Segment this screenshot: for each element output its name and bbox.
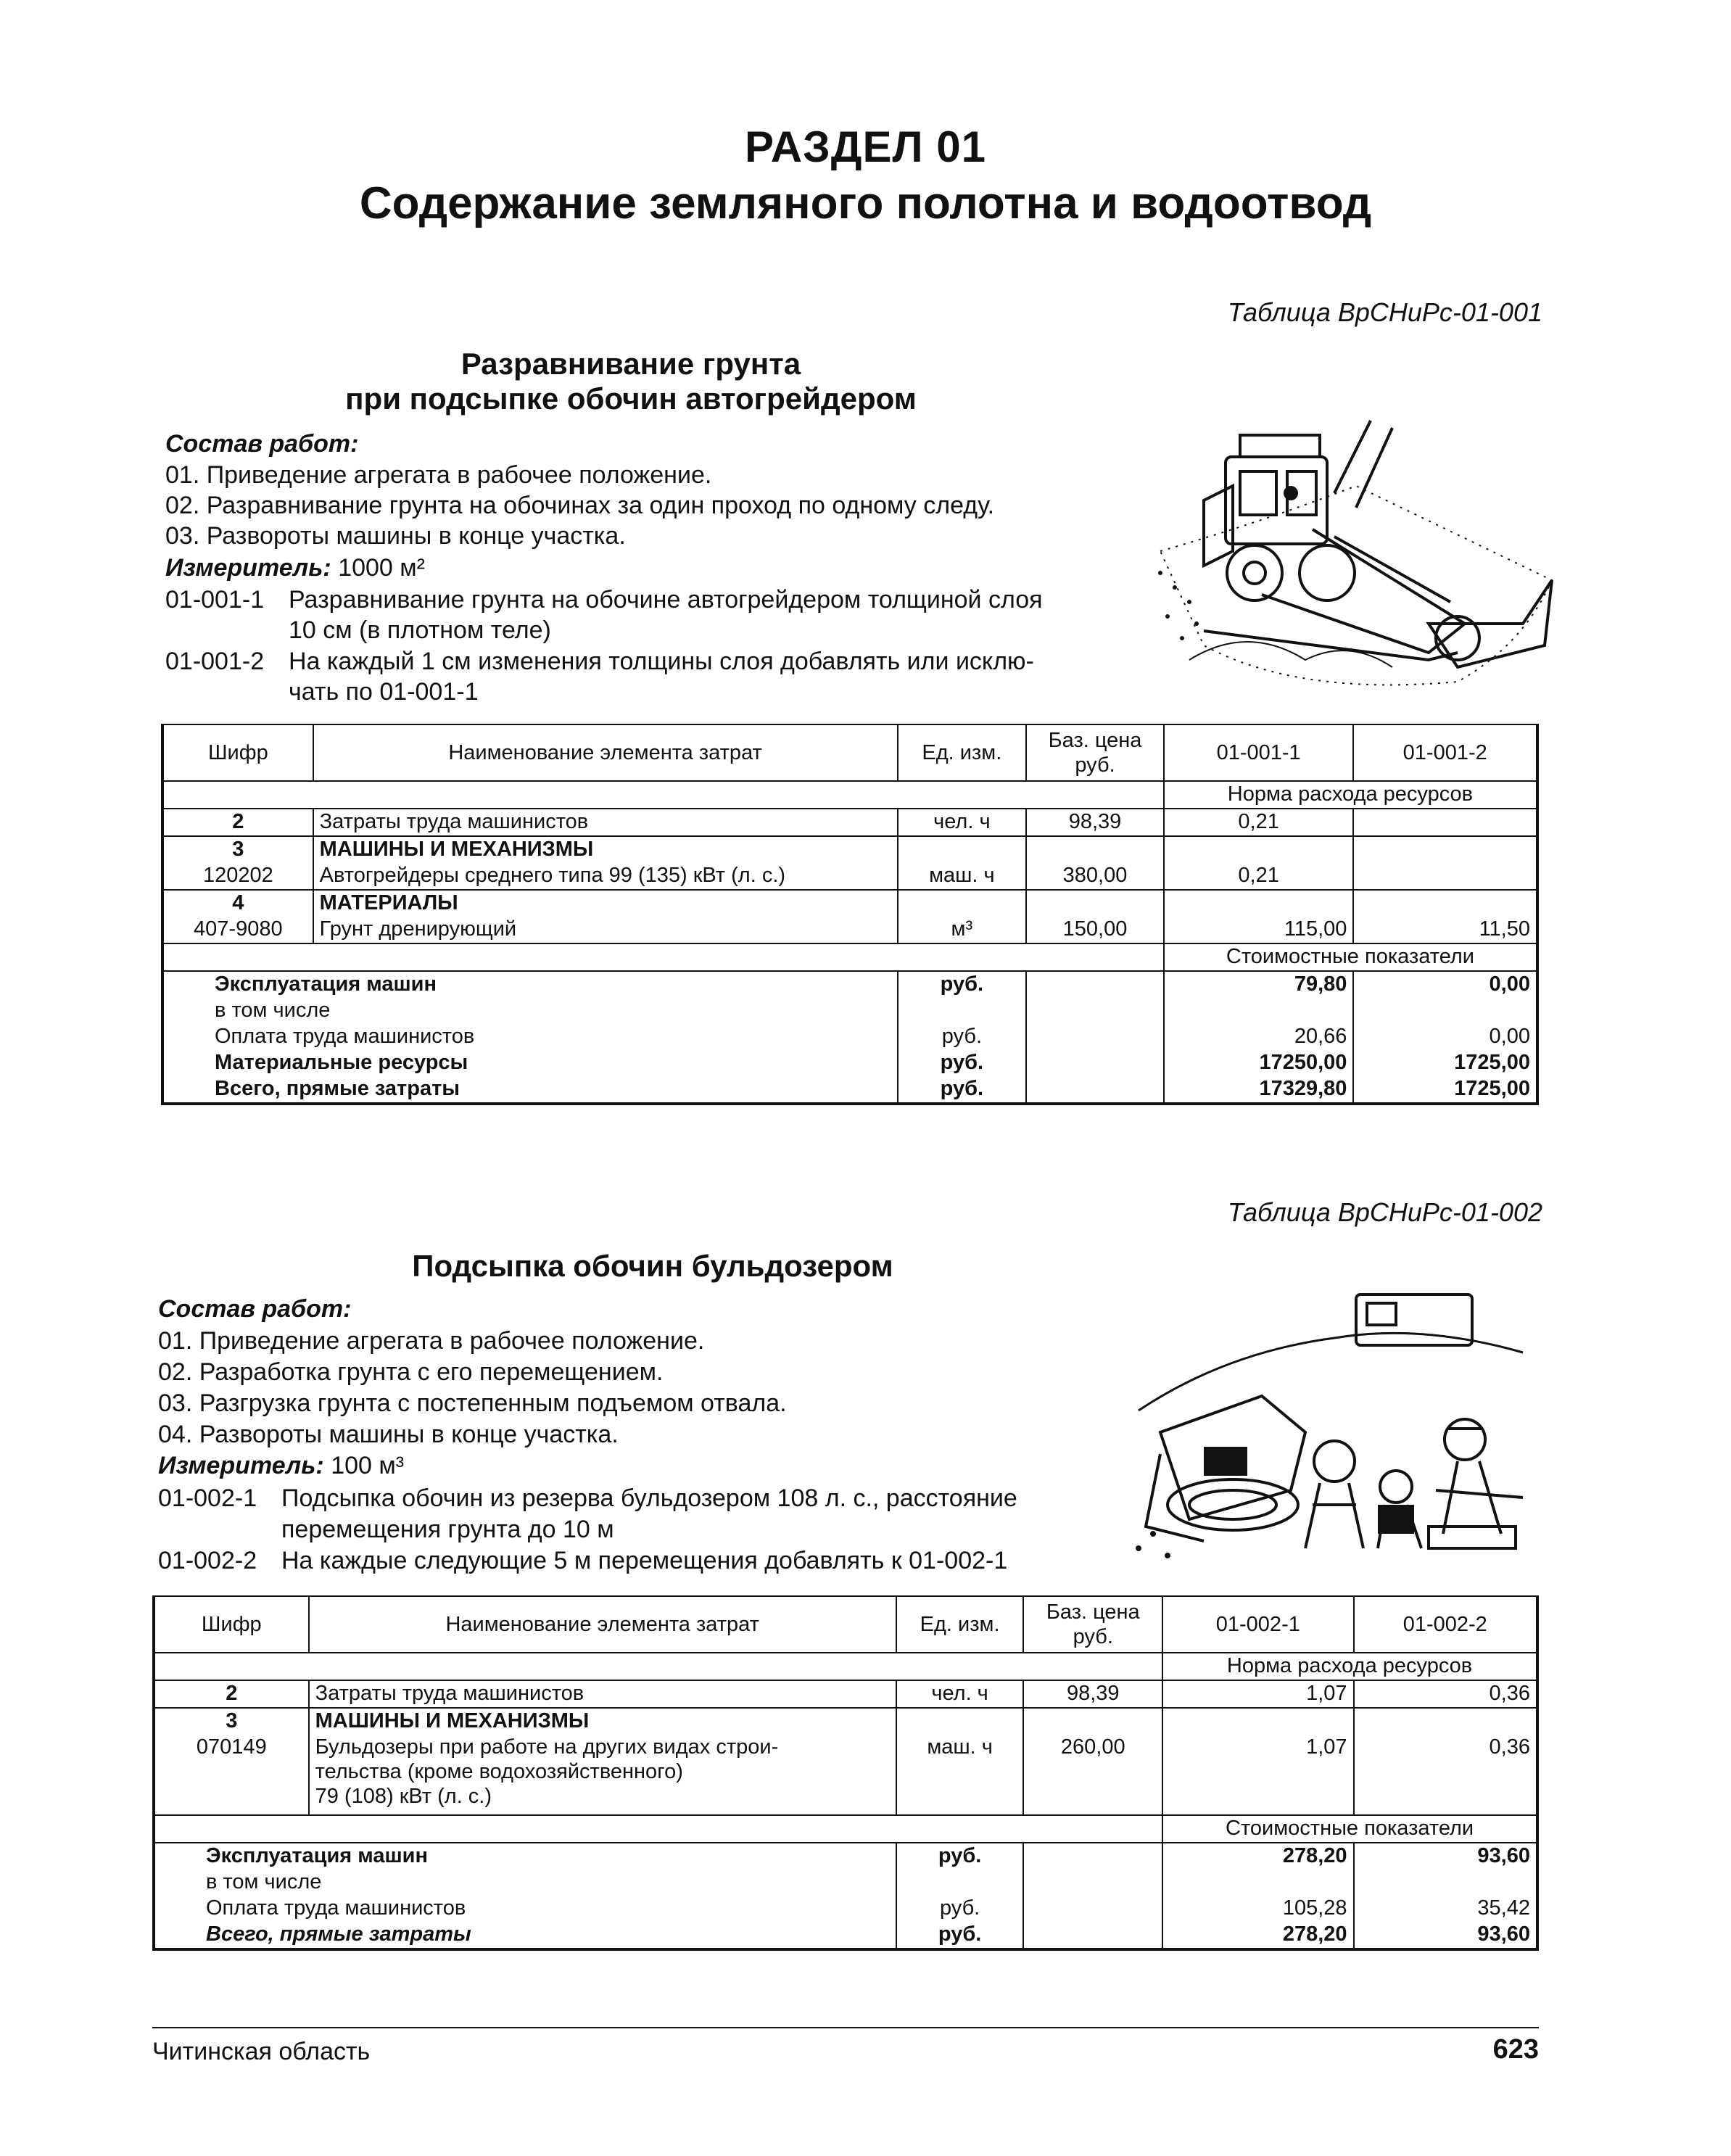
work-title-2: Подсыпка обочин бульдозером: [412, 1249, 893, 1283]
cost-value: 35,42: [1354, 1896, 1537, 1922]
section-title: Содержание земляного полотна и водоотвод: [359, 178, 1372, 228]
cost-row: [162, 971, 1537, 998]
work-title-1-line1: Разравнивание грунта: [460, 347, 801, 381]
table-row: [162, 836, 1537, 863]
cost-name: Оплата труда машинистов: [162, 1024, 898, 1050]
cost-unit: руб.: [896, 1922, 1024, 1949]
col-header: Баз. цена руб.: [1026, 724, 1164, 781]
step-2-4: 04. Развороты машины в конце участка.: [158, 1421, 619, 1448]
cost-label: Стоимостные показатели: [1164, 943, 1537, 971]
cell-name: МАТЕРИАЛЫ: [313, 890, 898, 917]
cost-value: 105,28: [1162, 1896, 1353, 1922]
item-1-2-cont: чать по 01-001-1: [289, 678, 479, 706]
col-header: Наименование элемента затрат: [309, 1596, 896, 1653]
item-text: На каждые следующие 5 м перемещения добавлять к 01-002-1: [281, 1547, 1008, 1574]
table-row: [162, 809, 1537, 836]
cell-value: 1,07: [1162, 1680, 1353, 1708]
cell-price: 260,00: [1023, 1735, 1162, 1815]
cost-row: [154, 1922, 1537, 1949]
cell-unit: маш. ч: [898, 863, 1027, 890]
cost-name: Оплата труда машинистов: [154, 1896, 896, 1922]
meter-2: [158, 1452, 404, 1480]
work-title-1: [261, 347, 1001, 416]
cell-name: МАШИНЫ И МЕХАНИЗМЫ: [313, 836, 898, 863]
resource-table-1: [161, 724, 1539, 1105]
meter-value-1: 1000 м²: [338, 554, 425, 582]
cell-name: Грунт дренирующий: [313, 917, 898, 943]
cell-code: 4: [162, 890, 313, 917]
step-2-3: 03. Разгрузка грунта с постепенным подъемом отвала.: [158, 1389, 787, 1417]
step-2-1: 01. Приведение агрегата в рабочее положение.: [158, 1327, 705, 1355]
cell-price: 98,39: [1026, 809, 1164, 836]
cell-code: 070149: [154, 1735, 309, 1815]
step-2-2: 02. Разработка грунта с его перемещением.: [158, 1358, 664, 1386]
meter-value-2: 100 м³: [331, 1452, 405, 1479]
grader-illustration: [1117, 406, 1581, 711]
meter-1: [165, 554, 425, 582]
cost-unit: руб.: [898, 1024, 1027, 1050]
item-1-2: [165, 648, 1034, 676]
cell-price: 380,00: [1026, 863, 1164, 890]
cell-code: 2: [154, 1680, 309, 1708]
table-row: [162, 917, 1537, 943]
page-number: 623: [1492, 2034, 1539, 2065]
norm-label: Норма расхода ресурсов: [1164, 781, 1537, 809]
cell-name: Затраты труда машинистов: [313, 809, 898, 836]
cell-name: [309, 1735, 896, 1815]
cell-value: 0,36: [1354, 1680, 1537, 1708]
cell-value: 1,07: [1162, 1735, 1353, 1815]
cell-unit: чел. ч: [898, 809, 1027, 836]
meter-label-1: Измеритель:: [165, 554, 331, 582]
step-1-3: 03. Развороты машины в конце участка.: [165, 522, 626, 550]
meter-label-2: Измеритель:: [158, 1452, 324, 1479]
cell-code: 3: [154, 1708, 309, 1735]
cost-value: 278,20: [1162, 1843, 1353, 1870]
cost-unit: руб.: [898, 971, 1027, 998]
item-text: Подсыпка обочин из резерва бульдозером 108 л. с., расстояние: [281, 1484, 1017, 1512]
footer-rule: [152, 2027, 1539, 2028]
cell-value: 0,21: [1164, 863, 1354, 890]
cell-value: 11,50: [1353, 917, 1537, 943]
cost-label: Стоимостные показатели: [1162, 1815, 1537, 1843]
table-row: [154, 1735, 1537, 1815]
norm-label: Норма расхода ресурсов: [1162, 1653, 1537, 1680]
cost-value: 93,60: [1354, 1922, 1537, 1949]
cost-value: 1725,00: [1353, 1076, 1537, 1104]
col-header: 01-001-2: [1353, 724, 1537, 781]
item-2-1-cont: перемещения грунта до 10 м: [281, 1516, 614, 1543]
item-text: Разравнивание грунта на обочине автогрейдером толщиной слоя: [289, 586, 1043, 614]
item-text: На каждый 1 см изменения толщины слоя добавлять или исклю-: [289, 648, 1034, 675]
col-header: Ед. изм.: [896, 1596, 1024, 1653]
cost-name: в том числе: [162, 998, 898, 1024]
cost-row: [162, 998, 1537, 1024]
cost-row: [154, 1870, 1537, 1896]
cell-name-line: 79 (108) кВт (л. с.): [315, 1785, 492, 1808]
cost-row: [154, 1896, 1537, 1922]
table-row: [154, 1708, 1537, 1735]
cost-name: Эксплуатация машин: [162, 971, 898, 998]
item-2-2: [158, 1547, 1007, 1575]
cell-value: 0,36: [1354, 1735, 1537, 1815]
cost-value: 1725,00: [1353, 1050, 1537, 1076]
table-row: [154, 1680, 1537, 1708]
cost-name: в том числе: [154, 1870, 896, 1896]
cell-name-line: Бульдозеры при работе на других видах строи-: [315, 1735, 779, 1759]
cost-row: [162, 1024, 1537, 1050]
bulldozer-illustration: [1117, 1287, 1552, 1570]
cell-value: [1353, 809, 1537, 836]
cost-value: 93,60: [1354, 1843, 1537, 1870]
composition-label-2: Состав работ:: [158, 1295, 352, 1323]
cell-name-line: тельства (кроме водохозяйственного): [315, 1760, 683, 1783]
table-row: [162, 890, 1537, 917]
cell-code: 120202: [162, 863, 313, 890]
col-header: 01-002-1: [1162, 1596, 1353, 1653]
col-header: Наименование элемента затрат: [313, 724, 898, 781]
cost-unit: руб.: [896, 1843, 1024, 1870]
cost-value: 17250,00: [1164, 1050, 1354, 1076]
table-ref-2: Таблица ВрСНиРс-01-002: [1227, 1197, 1542, 1227]
cell-code: 3: [162, 836, 313, 863]
cell-unit: чел. ч: [896, 1680, 1024, 1708]
item-code: 01-002-2: [158, 1547, 257, 1574]
section-number: РАЗДЕЛ 01: [745, 123, 986, 171]
step-1-2: 02. Разравнивание грунта на обочинах за один проход по одному следу.: [165, 492, 995, 519]
cell-value: [1353, 863, 1537, 890]
cell-price: 98,39: [1023, 1680, 1162, 1708]
footer-region: Читинская область: [152, 2038, 371, 2065]
cell-name: Затраты труда машинистов: [309, 1680, 896, 1708]
cell-code: 2: [162, 809, 313, 836]
cost-name: Всего, прямые затраты: [154, 1922, 896, 1949]
cell-unit: маш. ч: [896, 1735, 1024, 1815]
cell-value: 115,00: [1164, 917, 1354, 943]
cost-unit: руб.: [898, 1076, 1027, 1104]
cost-value: 0,00: [1353, 1024, 1537, 1050]
cost-value: 0,00: [1353, 971, 1537, 998]
col-header: 01-002-2: [1354, 1596, 1537, 1653]
cell-price: 150,00: [1026, 917, 1164, 943]
col-header: Шифр: [162, 724, 313, 781]
item-1-1-cont: 10 см (в плотном теле): [289, 616, 551, 644]
resource-table-2: [152, 1595, 1539, 1951]
cell-name: МАШИНЫ И МЕХАНИЗМЫ: [309, 1708, 896, 1735]
item-code: 01-001-2: [165, 648, 265, 675]
cost-row: [154, 1843, 1537, 1870]
cell-name: Автогрейдеры среднего типа 99 (135) кВт (л. с.): [313, 863, 898, 890]
cost-name: Эксплуатация машин: [154, 1843, 896, 1870]
cost-value: 79,80: [1164, 971, 1354, 998]
cost-unit: руб.: [896, 1896, 1024, 1922]
cost-value: 20,66: [1164, 1024, 1354, 1050]
col-header: Шифр: [154, 1596, 309, 1653]
col-header: Баз. цена руб.: [1023, 1596, 1162, 1653]
cost-row: [162, 1050, 1537, 1076]
cell-code: 407-9080: [162, 917, 313, 943]
composition-label-1: Состав работ:: [165, 430, 359, 458]
col-header: 01-001-1: [1164, 724, 1354, 781]
item-2-1: [158, 1484, 1017, 1513]
item-code: 01-001-1: [165, 586, 265, 614]
item-1-1: [165, 586, 1043, 614]
cell-value: 0,21: [1164, 809, 1354, 836]
item-code: 01-002-1: [158, 1484, 257, 1512]
cost-value: 278,20: [1162, 1922, 1353, 1949]
cost-name: Всего, прямые затраты: [162, 1076, 898, 1104]
cost-row: [162, 1076, 1537, 1104]
table-ref-1: Таблица ВрСНиРс-01-001: [1227, 297, 1542, 327]
step-1-1: 01. Приведение агрегата в рабочее положение.: [165, 461, 712, 489]
cost-name: Материальные ресурсы: [162, 1050, 898, 1076]
cost-value: 17329,80: [1164, 1076, 1354, 1104]
table-row: [162, 863, 1537, 890]
work-title-1-line2: при подсыпке обочин автогрейдером: [345, 381, 917, 416]
col-header: Ед. изм.: [898, 724, 1027, 781]
cost-unit: руб.: [898, 1050, 1027, 1076]
cell-unit: м³: [898, 917, 1027, 943]
